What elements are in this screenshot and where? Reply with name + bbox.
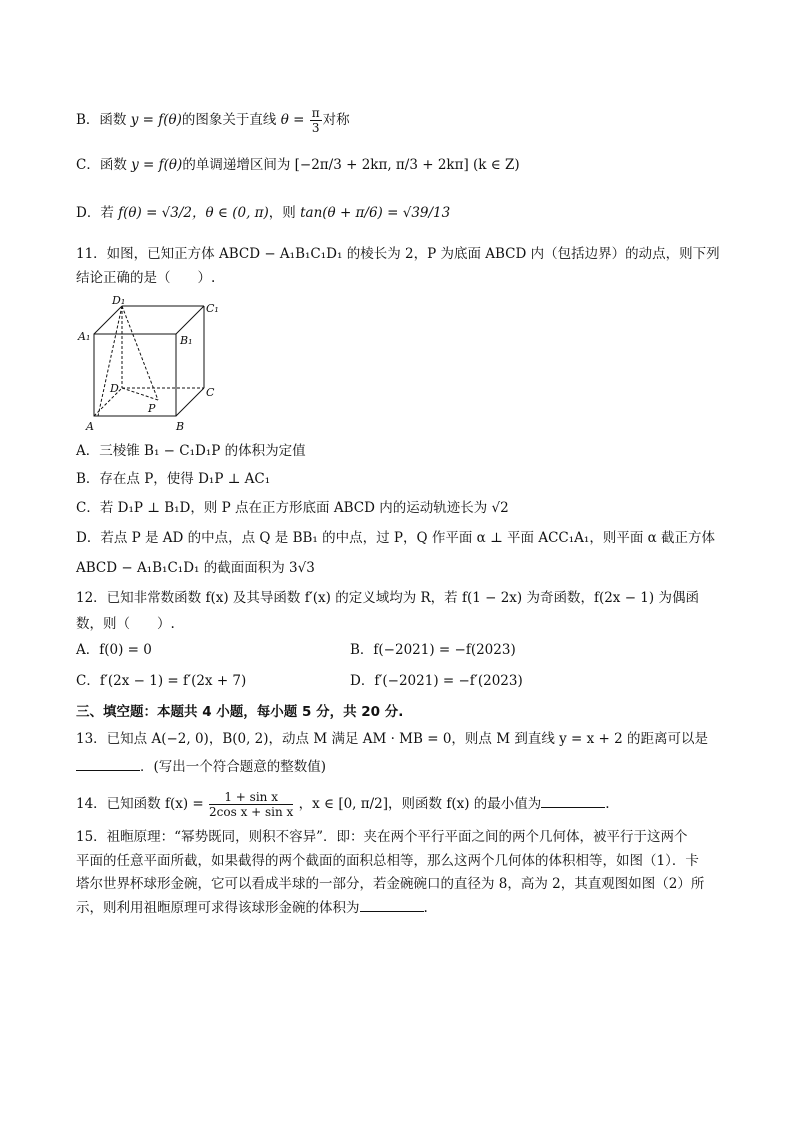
label-d1: D₁: [112, 294, 126, 307]
q11-option-c: C．若 D₁P ⊥ B₁D，则 P 点在正方形底面 ABCD 内的运动轨迹长为 √2: [76, 500, 509, 516]
q14-stem: 14．已知函数 f(x) = $\frac{\text{1 + sin x}}{\text{2cos x + sin x}}$ ，x ∈ [0, π/2]，则函数 f(x) 的最小值为 .: [76, 790, 610, 819]
q12-option-a: A．f(0) = 0: [76, 642, 152, 658]
q15-answer-blank[interactable]: [360, 897, 424, 912]
label-d: D: [110, 382, 119, 395]
q15-stem-2: 平面的任意平面所截，如果截得的两个截面的面积总相等，那么这两个几何体的体积相等，如图（1）．卡: [76, 853, 699, 869]
q14-fraction: $\frac{\text{1 + sin x}}{\text{2cos x + sin x}}$: [209, 790, 294, 819]
q11-stem-cont: 结论正确的是（ ）.: [76, 270, 216, 286]
q10-option-b: B．函数 y = f(θ)的图象关于直线 θ = $\frac{\pi}{3}$ 对称: [76, 106, 350, 135]
label-a: A: [86, 420, 94, 432]
q11-option-a: A．三棱锥 B₁ − C₁D₁P 的体积为定值: [76, 443, 306, 459]
q12-option-b: B．f(−2021) = −f(2023): [350, 642, 516, 658]
cube-figure: [76, 292, 226, 432]
q15-stem-1: 15．祖暅原理：“幂势既同，则积不容异”．即：夹在两个平行平面之间的两个几何体，被平行于这两个: [76, 829, 688, 845]
q11-option-d-cont: ABCD − A₁B₁C₁D₁ 的截面面积为 3√3: [76, 560, 315, 576]
q13-answer-blank[interactable]: [76, 756, 140, 771]
label-b: B: [176, 420, 185, 432]
label-b1: B₁: [180, 334, 193, 347]
q10-option-c: C．函数 y = f(θ)的单调递增区间为 [−2π/3 + 2kπ, π/3 + 2kπ] (k ∈ Z): [76, 157, 520, 173]
q10-option-d: D．若 f(θ) = √3/2，θ ∈ (0, π)，则 tan(θ + π/6) = √39/13: [76, 205, 451, 221]
fraction-pi-over-3: $\frac{\pi}{3}$: [311, 106, 320, 135]
label-p: P: [148, 402, 156, 415]
q13-stem-cont: ．(写出一个符合题意的整数值): [76, 756, 326, 777]
q12-stem: 12．已知非常数函数 f(x) 及其导函数 f′(x) 的定义域均为 R，若 f(1 − 2x) 为奇函数，f(2x − 1) 为偶函: [76, 590, 699, 606]
q11-option-d: D．若点 P 是 AD 的中点，点 Q 是 BB₁ 的中点，过 P，Q 作平面 α ⊥ 平面 ACC₁A₁，则平面 α 截正方体: [76, 530, 716, 546]
q15-stem-3: 塔尔世界杯球形金碗，它可以看成半球的一部分，若金碗碗口的直径为 8，高为 2，其直观图如图（2）所: [76, 876, 705, 892]
q12-option-c: C．f′(2x − 1) = f′(2x + 7): [76, 673, 247, 689]
q13-stem: 13．已知点 A(−2, 0)，B(0, 2)，动点 M 满足 AM · MB = 0，则点 M 到直线 y = x + 2 的距离可以是: [76, 731, 709, 747]
q14-answer-blank[interactable]: [541, 793, 605, 808]
label-a1: A₁: [78, 330, 91, 343]
section-heading: 三、填空题：本题共 4 小题，每小题 5 分，共 20 分.: [76, 704, 404, 720]
label-c: C: [206, 386, 215, 399]
label-c1: C₁: [206, 302, 219, 315]
q12-stem-cont: 数，则（ ）.: [76, 616, 175, 632]
q12-option-d: D．f′(−2021) = −f′(2023): [350, 673, 523, 689]
q15-stem-4: 示，则利用祖暅原理可求得该球形金碗的体积为 .: [76, 897, 428, 918]
q11-stem: 11．如图，已知正方体 ABCD − A₁B₁C₁D₁ 的棱长为 2，P 为底面 ABCD 内（包括边界）的动点，则下列: [76, 246, 720, 262]
q11-option-b: B．存在点 P，使得 D₁P ⊥ AC₁: [76, 471, 271, 487]
